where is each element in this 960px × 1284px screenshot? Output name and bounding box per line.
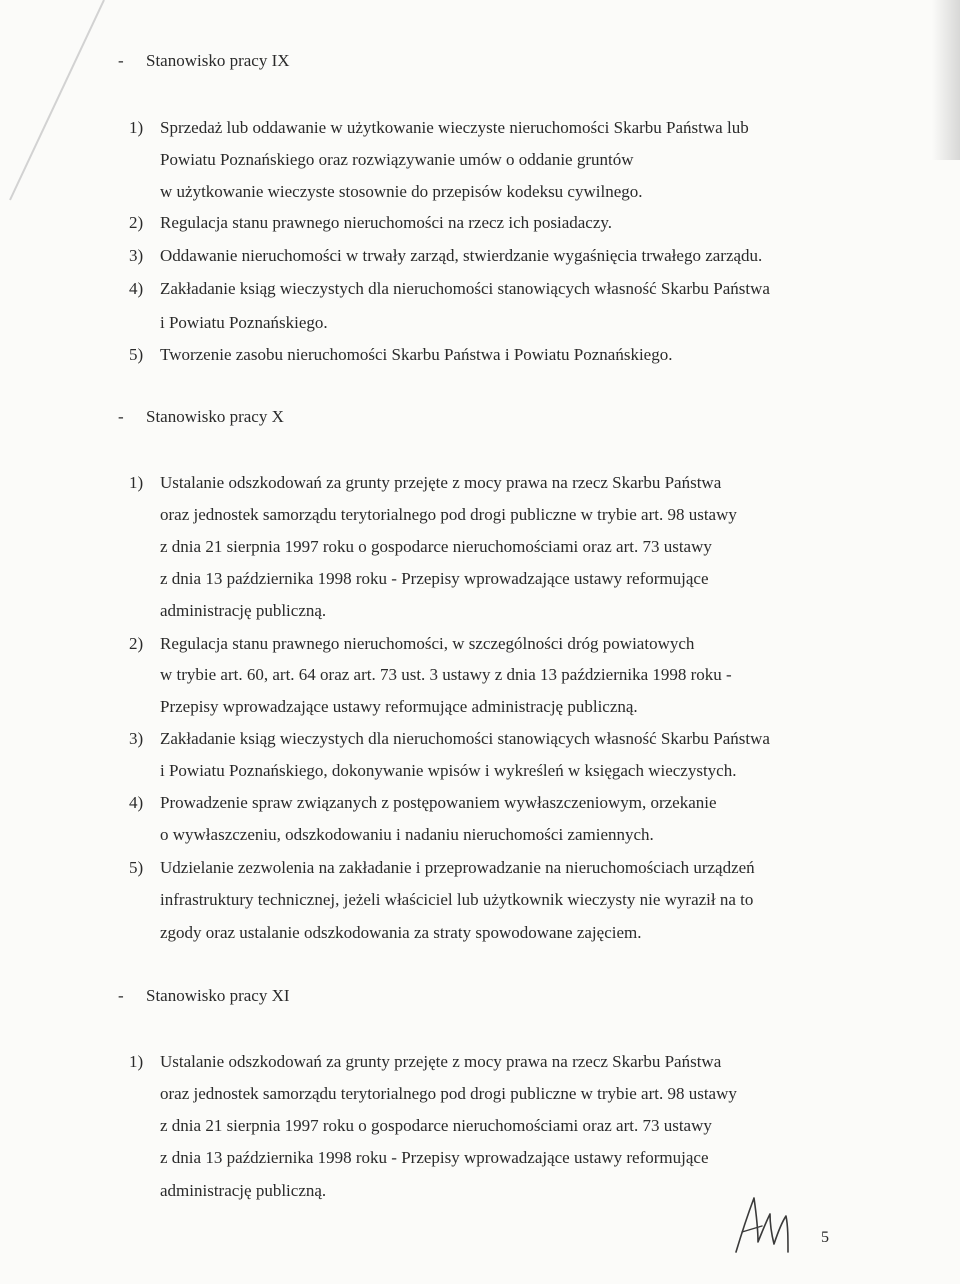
- item-text-line: Udzielanie zezwolenia na zakładanie i przeprowadzanie na nieruchomościach urządzeń: [160, 858, 755, 877]
- item-text-line: infrastruktury technicznej, jeżeli właściciel lub użytkownik wieczysty nie wyraził na to: [160, 890, 754, 909]
- item-number: 3): [129, 246, 144, 265]
- item-text-line: oraz jednostek samorządu terytorialnego pod drogi publiczne w trybie art. 98 ustawy: [160, 505, 737, 524]
- item-text-line: Powiatu Poznańskiego oraz rozwiązywanie umów o oddanie gruntów: [160, 150, 634, 169]
- item-number: 3): [129, 729, 144, 748]
- item-text-line: z dnia 13 października 1998 roku - Przepisy wprowadzające ustawy reformujące: [160, 569, 709, 588]
- item-number: 4): [129, 793, 144, 812]
- heading-text: Stanowisko pracy IX: [146, 51, 290, 70]
- item-text-line: w trybie art. 60, art. 64 oraz art. 73 ust. 3 ustawy z dnia 13 października 1998 roku -: [160, 665, 732, 684]
- item-text-line: Przepisy wprowadzające ustawy reformujące administrację publiczną.: [160, 697, 638, 716]
- item-number: 1): [129, 1052, 144, 1071]
- item-text-line: Zakładanie ksiąg wieczystych dla nieruchomości stanowiących własność Skarbu Państwa: [160, 729, 770, 748]
- item-text-line: Ustalanie odszkodowań za grunty przejęte z mocy prawa na rzecz Skarbu Państwa: [160, 473, 722, 492]
- item-text-line: Regulacja stanu prawnego nieruchomości, w szczególności dróg powiatowych: [160, 634, 695, 653]
- handwritten-initials: [728, 1192, 798, 1260]
- item-text-line: z dnia 21 sierpnia 1997 roku o gospodarce nieruchomościami oraz art. 73 ustawy: [160, 537, 712, 556]
- heading-dash: -: [118, 407, 124, 426]
- item-number: 4): [129, 279, 144, 298]
- item-text-line: w użytkowanie wieczyste stosownie do przepisów kodeksu cywilnego.: [160, 182, 643, 201]
- item-number: 2): [129, 634, 144, 653]
- item-text-line: oraz jednostek samorządu terytorialnego pod drogi publiczne w trybie art. 98 ustawy: [160, 1084, 737, 1103]
- item-text-line: Sprzedaż lub oddawanie w użytkowanie wieczyste nieruchomości Skarbu Państwa lub: [160, 118, 749, 137]
- page-number: 5: [821, 1229, 829, 1246]
- scan-edge-shadow: [932, 0, 960, 160]
- heading-text: Stanowisko pracy X: [146, 407, 284, 426]
- item-number: 1): [129, 118, 144, 137]
- item-number: 5): [129, 345, 144, 364]
- item-text-line: Oddawanie nieruchomości w trwały zarząd, stwierdzanie wygaśnięcia trwałego zarządu.: [160, 246, 763, 265]
- item-text-line: administrację publiczną.: [160, 601, 327, 620]
- heading-text: Stanowisko pracy XI: [146, 986, 290, 1005]
- item-text-line: administrację publiczną.: [160, 1181, 327, 1200]
- heading-dash: -: [118, 51, 124, 70]
- item-text-line: Ustalanie odszkodowań za grunty przejęte z mocy prawa na rzecz Skarbu Państwa: [160, 1052, 722, 1071]
- item-text-line: Zakładanie ksiąg wieczystych dla nieruchomości stanowiących własność Skarbu Państwa: [160, 279, 770, 298]
- item-text-line: Regulacja stanu prawnego nieruchomości na rzecz ich posiadaczy.: [160, 213, 613, 232]
- heading-dash: -: [118, 986, 124, 1005]
- item-text-line: Prowadzenie spraw związanych z postępowaniem wywłaszczeniowym, orzekanie: [160, 793, 717, 812]
- item-text-line: zgody oraz ustalanie odszkodowania za straty spowodowane zajęciem.: [160, 923, 642, 942]
- item-text-line: z dnia 21 sierpnia 1997 roku o gospodarce nieruchomościami oraz art. 73 ustawy: [160, 1116, 712, 1135]
- item-number: 1): [129, 473, 144, 492]
- item-text-line: z dnia 13 października 1998 roku - Przepisy wprowadzające ustawy reformujące: [160, 1148, 709, 1167]
- item-number: 5): [129, 858, 144, 877]
- item-text-line: i Powiatu Poznańskiego, dokonywanie wpisów i wykreśleń w księgach wieczystych.: [160, 761, 737, 780]
- item-text-line: o wywłaszczeniu, odszkodowaniu i nadaniu nieruchomości zamiennych.: [160, 825, 654, 844]
- item-number: 2): [129, 213, 144, 232]
- item-text-line: Tworzenie zasobu nieruchomości Skarbu Państwa i Powiatu Poznańskiego.: [160, 345, 673, 364]
- item-text-line: i Powiatu Poznańskiego.: [160, 313, 328, 332]
- scan-fold-mark: [0, 0, 120, 230]
